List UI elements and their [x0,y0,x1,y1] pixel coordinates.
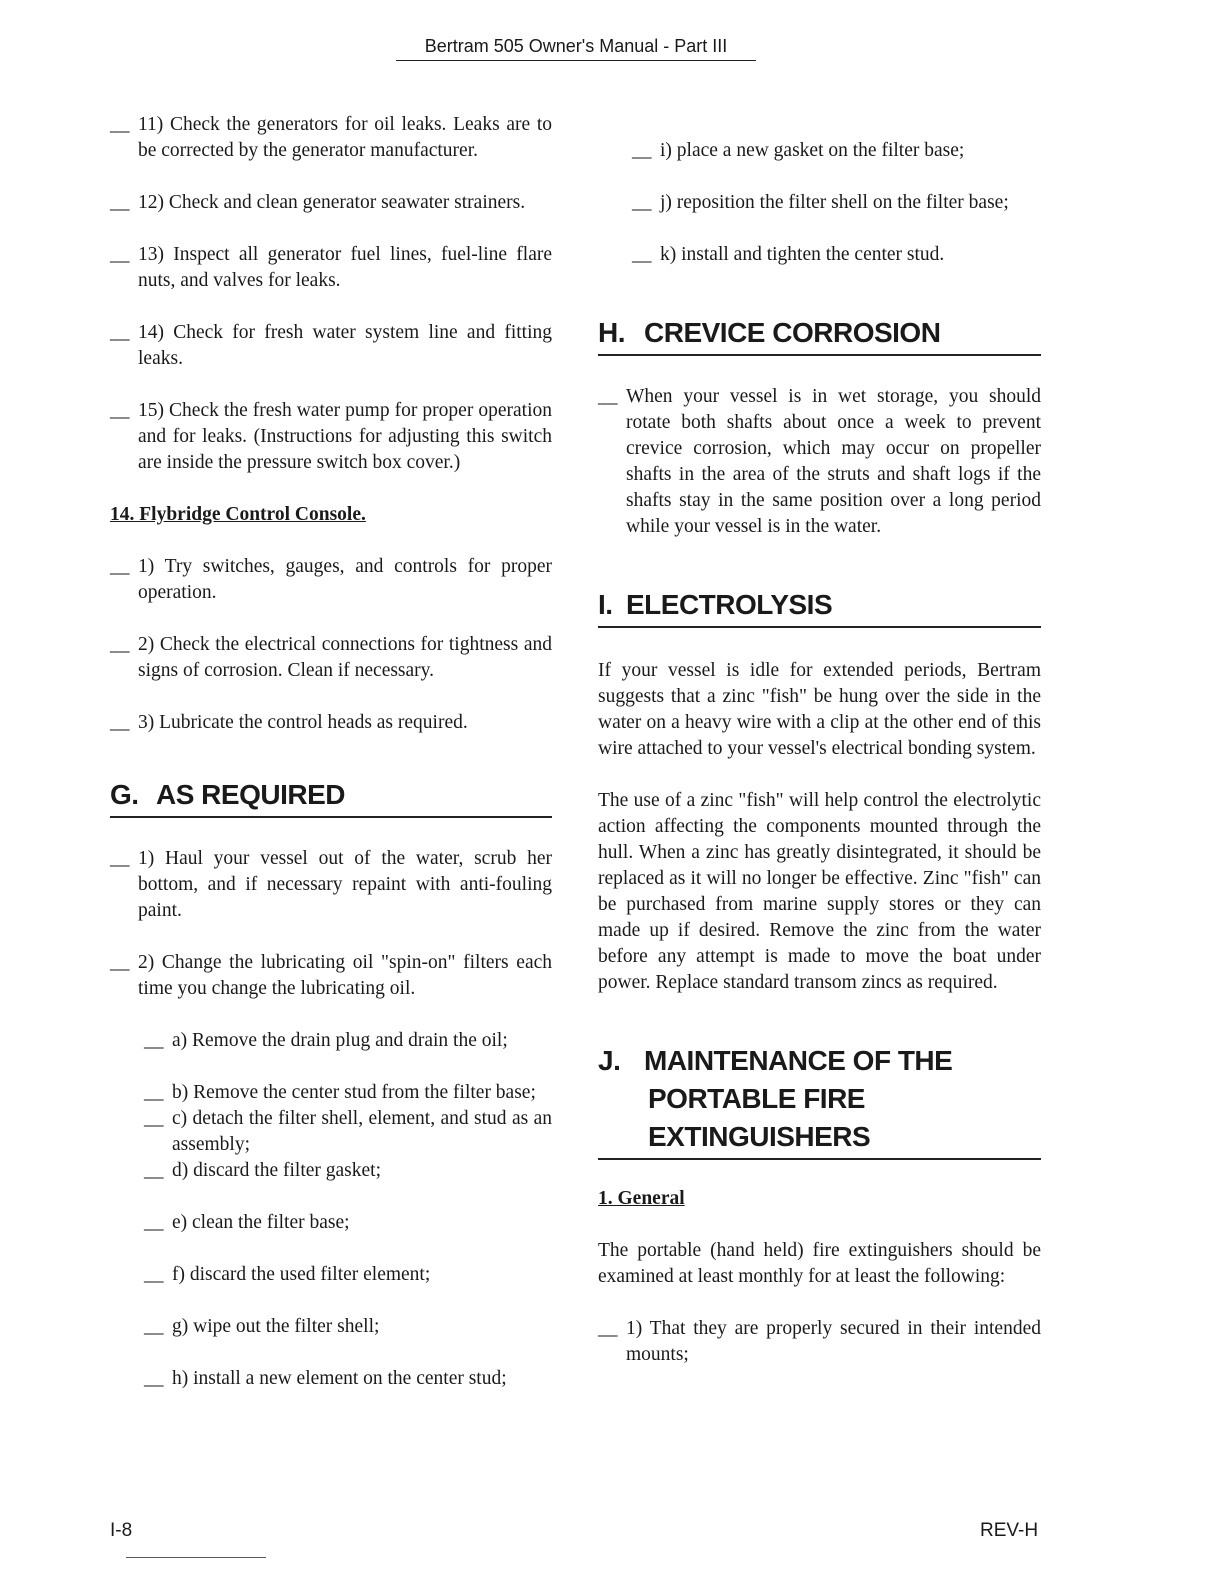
checklist-subitem [598,190,1041,216]
checklist-item [110,846,552,924]
check-blank: __ [110,400,130,421]
item-text: 2) Change the lubricating oil "spin-on" filters each time you change the lubricating oil. [138,952,552,999]
item-text: e) clean the filter base; [172,1212,350,1233]
check-blank: __ [110,634,130,655]
checklist-subitem [110,1314,552,1340]
section-title: AS REQUIRED [156,779,345,810]
item-text: a) Remove the drain plug and drain the oil; [172,1030,508,1051]
item-text: 1) That they are properly secured in their intended mounts; [626,1318,1041,1365]
item-text: 12) Check and clean generator seawater strainers. [138,192,526,213]
section-heading-i [598,586,1041,628]
checklist-subitem [110,1366,552,1392]
checklist-item [110,554,552,606]
item-text: When your vessel is in wet storage, you should rotate both shafts about once a week to prevent crevice corrosion, which may occur on propeller shafts in the area of the struts and shaft logs if the shafts stay in the same position over a long period while your vessel is in the water. [626,386,1041,537]
check-blank: __ [110,952,130,973]
check-blank: __ [144,1264,164,1285]
checklist-subitem [110,1028,552,1054]
checklist-item [110,710,552,736]
checklist-item [598,1316,1041,1368]
checklist-subitem [110,1210,552,1236]
check-blank: __ [110,244,130,265]
section-title-line: PORTABLE FIRE [648,1083,865,1114]
check-blank: __ [110,322,130,343]
general-paragraph: The portable (hand held) fire extinguishers should be examined at least monthly for at least the following: [598,1240,1041,1287]
checklist-subitem [598,138,1041,164]
checklist-subitem [598,242,1041,268]
check-blank: __ [144,1368,164,1389]
checklist-item [110,950,552,1002]
item-text: 14) Check for fresh water system line and fitting leaks. [138,322,552,369]
checklist-subitem [110,1080,552,1106]
section-heading-j [598,1042,1041,1160]
check-blank: __ [110,114,130,135]
checklist-item [110,190,552,216]
check-blank: __ [632,244,652,265]
electrolysis-paragraph: If your vessel is idle for extended periods, Bertram suggests that a zinc "fish" be hung over the side in the water on a heavy wire with a clip at the other end of this wire attached to your vessel's electrical bonding system. [598,660,1041,759]
checklist-subitem [110,1262,552,1288]
check-blank: __ [598,1318,618,1339]
checklist-item [110,398,552,476]
item-text: 1) Try switches, gauges, and controls for proper operation. [138,556,552,603]
section-title-line: MAINTENANCE OF THE [644,1045,953,1076]
item-text: 13) Inspect all generator fuel lines, fuel-line flare nuts, and valves for leaks. [138,244,552,291]
checklist-item [110,112,552,164]
item-text: 3) Lubricate the control heads as required. [138,712,468,733]
item-text: 11) Check the generators for oil leaks. Leaks are to be corrected by the generator manufacturer. [138,114,552,161]
item-text: i) place a new gasket on the filter base; [660,140,965,161]
check-blank: __ [144,1030,164,1051]
right-column [598,112,1041,1368]
section-letter: J. [598,1045,621,1076]
item-text: 2) Check the electrical connections for tightness and signs of corrosion. Clean if necessary. [138,634,552,681]
item-text: j) reposition the filter shell on the filter base; [660,192,1009,213]
left-column [110,112,552,1392]
section-title: CREVICE CORROSION [644,317,941,348]
checklist-item [110,242,552,294]
section-letter: I. [598,589,613,620]
item-text: b) Remove the center stud from the filter base; [172,1082,536,1103]
section-letter: H. [598,317,625,348]
item-text: 15) Check the fresh water pump for proper operation and for leaks. (Instructions for adjusting this switch are inside the pressure switch box cover.) [138,400,552,473]
item-text: k) install and tighten the center stud. [660,244,945,265]
check-blank: __ [110,712,130,733]
item-text: h) install a new element on the center stud; [172,1368,507,1389]
check-blank: __ [598,386,618,407]
checklist-item [110,320,552,372]
running-header: Bertram 505 Owner's Manual - Part III [396,36,756,61]
checklist-subitem [110,1158,552,1184]
checklist-item [598,384,1041,540]
check-blank: __ [144,1160,164,1181]
footer-rule [126,1557,266,1558]
section-heading-h [598,314,1041,356]
section-heading-g [110,776,552,818]
check-blank: __ [144,1082,164,1103]
section-title: ELECTROLYSIS [626,589,833,620]
item-text: f) discard the used filter element; [172,1264,431,1285]
electrolysis-paragraph: The use of a zinc "fish" will help control the electrolytic action affecting the components mounted through the hull. When a zinc has greatly disintegrated, it should be replaced as it will no longer be effective. Zinc "fish" can be purchased from marine supply stores or they can made up if desired. Remove the zinc from the water before any attempt is made to move the boat under power. Replace standard transom zincs as required. [598,790,1041,993]
item-text: c) detach the filter shell, element, and stud as an assembly; [172,1108,552,1155]
check-blank: __ [110,556,130,577]
check-blank: __ [110,192,130,213]
checklist-subitem [110,1106,552,1158]
revision-label: REV-H [980,1520,1039,1541]
check-blank: __ [144,1316,164,1337]
check-blank: __ [110,848,130,869]
checklist-item [110,632,552,684]
check-blank: __ [632,192,652,213]
item-text: g) wipe out the filter shell; [172,1316,380,1337]
general-subheading: 1. General [598,1188,685,1209]
check-blank: __ [144,1108,164,1129]
item-text: d) discard the filter gasket; [172,1160,382,1181]
flybridge-subheading: 14. Flybridge Control Console. [110,504,366,525]
page-number: I-8 [110,1520,133,1541]
section-letter: G. [110,779,139,810]
check-blank: __ [144,1212,164,1233]
section-title-line: EXTINGUISHERS [648,1121,871,1152]
check-blank: __ [632,140,652,161]
item-text: 1) Haul your vessel out of the water, scrub her bottom, and if necessary repaint with anti-fouling paint. [138,848,552,921]
